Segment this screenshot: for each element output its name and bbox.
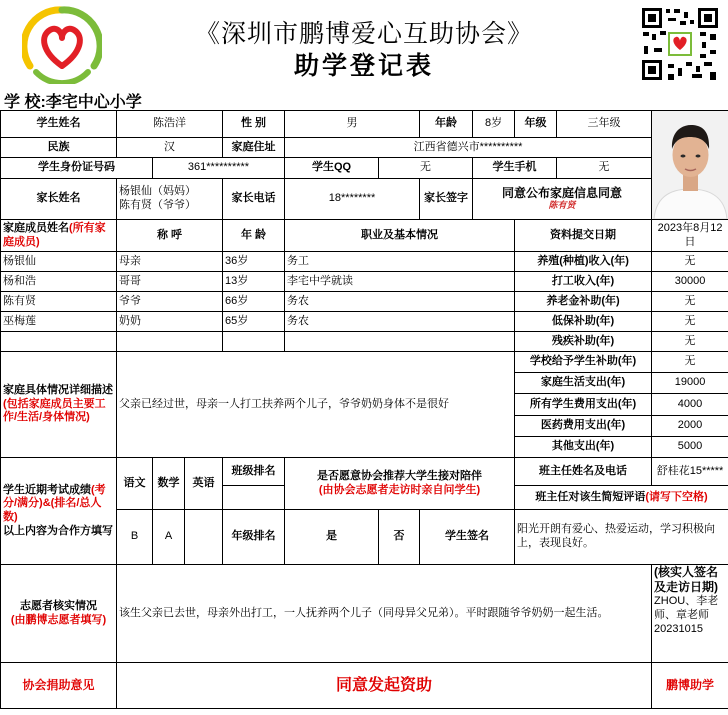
student-phone-label: 学生手机 xyxy=(473,158,557,179)
family-member-name: 陈有贤 xyxy=(1,292,117,312)
qq-value: 无 xyxy=(379,158,473,179)
parent-phone-label: 家长电话 xyxy=(223,178,285,219)
income-value: 无 xyxy=(652,332,728,352)
situation-text: 父亲已经过世，母亲一人打工扶养两个儿子，爷爷奶奶身体不是很好 xyxy=(117,352,515,458)
family-member-name: 巫梅莲 xyxy=(1,312,117,332)
family-member-age: 36岁 xyxy=(223,252,285,272)
family-member-age: 13岁 xyxy=(223,272,285,292)
grade-value: 三年级 xyxy=(557,111,652,138)
submit-date-label: 资料提交日期 xyxy=(515,220,652,252)
opinion-label: 协会捐助意见 xyxy=(1,663,117,709)
gender-value: 男 xyxy=(285,111,420,138)
math-score: A xyxy=(153,510,185,565)
family-member-name xyxy=(1,332,117,352)
expense-label: 医药费用支出(年) xyxy=(515,416,652,437)
volunteer-label: 志愿者核实情况 (由鹏博志愿者填写) xyxy=(1,565,117,663)
age-value: 8岁 xyxy=(473,111,515,138)
teacher-label: 班主任姓名及电话 xyxy=(515,458,652,486)
ethnicity-value: 汉 xyxy=(117,137,223,158)
verify-date: 20231015 xyxy=(654,622,703,635)
student-photo-image xyxy=(652,111,728,219)
income-value: 无 xyxy=(652,352,728,373)
teacher-value: 舒桂花15***** xyxy=(652,458,728,486)
family-member-relation: 母亲 xyxy=(117,252,223,272)
expense-label: 其他支出(年) xyxy=(515,437,652,458)
gender-label: 性 别 xyxy=(223,111,285,138)
expense-value: 2000 xyxy=(652,416,728,437)
income-label: 养老金补助(年) xyxy=(515,292,652,312)
family-members-label: 家庭成员姓名(所有家庭成员) xyxy=(1,220,117,252)
situation-label: 家庭具体情况详细描述(包括家庭成员主要工作/生活/身体情况) xyxy=(1,352,117,458)
income-label: 学校给予学生补助(年) xyxy=(515,352,652,373)
family-member-relation: 哥哥 xyxy=(117,272,223,292)
student-photo xyxy=(652,111,728,220)
registration-form-table xyxy=(0,110,728,709)
family-member-relation xyxy=(117,332,223,352)
class-rank-label: 班级排名 xyxy=(223,458,285,486)
no-label: 否 xyxy=(379,510,420,565)
income-value: 无 xyxy=(652,312,728,332)
consent-signature: 陈有贤 xyxy=(548,200,576,211)
school-name: 学 校:李宅中心小学 xyxy=(4,94,142,111)
income-value: 无 xyxy=(652,252,728,272)
job-column-header: 职业及基本情况 xyxy=(285,220,515,252)
family-member-relation: 奶奶 xyxy=(117,312,223,332)
parent-name-1: 杨银仙（妈妈） xyxy=(119,185,196,198)
family-member-age xyxy=(223,332,285,352)
expense-value: 4000 xyxy=(652,394,728,416)
family-member-job: 务农 xyxy=(285,292,515,312)
verifier-label: (核实人签名及走访日期) xyxy=(654,565,719,594)
family-member-job xyxy=(285,332,515,352)
grade-rank-label: 年级排名 xyxy=(223,510,285,565)
teacher-comment-label: 班主任对该生简短评语(请写下空格) xyxy=(515,486,728,510)
chinese-label: 语文 xyxy=(117,458,153,510)
income-label: 打工收入(年) xyxy=(515,272,652,292)
income-label: 残疾补助(年) xyxy=(515,332,652,352)
income-value: 30000 xyxy=(652,272,728,292)
form-header xyxy=(0,0,728,88)
expense-value: 5000 xyxy=(652,437,728,458)
expense-label: 所有学生费用支出(年) xyxy=(515,394,652,416)
volunteer-text: 该生父亲已去世，母亲外出打工，一人抚养两个儿子（同母异父兄弟）。平时跟随爷爷奶奶一起生活。 xyxy=(117,565,652,663)
parent-name-2: 陈有贤（爷爷） xyxy=(119,198,196,211)
student-sign-label: 学生签名 xyxy=(420,510,515,565)
expense-label: 家庭生活支出(年) xyxy=(515,373,652,394)
verifier-cell xyxy=(652,565,728,663)
expense-value: 19000 xyxy=(652,373,728,394)
family-member-job: 务农 xyxy=(285,312,515,332)
class-rank-value xyxy=(223,486,285,510)
consent-label: 同意公布家庭信息同意 xyxy=(502,185,623,200)
parent-names xyxy=(117,178,223,219)
parent-phone-value: 18******** xyxy=(285,178,420,219)
student-name-label: 学生姓名 xyxy=(1,111,117,138)
ethnicity-label: 民族 xyxy=(1,137,117,158)
chinese-score: B xyxy=(117,510,153,565)
income-value: 无 xyxy=(652,292,728,312)
verifier-names: ZHOU、李老师、章老师 xyxy=(654,595,719,621)
teacher-comment-text: 阳光开朗有爱心、热爱运动，学习积极向上，表现良好。 xyxy=(515,510,728,565)
consent-cell xyxy=(473,178,652,219)
income-label: 养殖(种植)收入(年) xyxy=(515,252,652,272)
relation-column-header: 称 呼 xyxy=(117,220,223,252)
parent-sign-label: 家长签字 xyxy=(420,178,473,219)
family-member-relation: 爷爷 xyxy=(117,292,223,312)
parent-name-label: 家长姓名 xyxy=(1,178,117,219)
english-label: 英语 xyxy=(185,458,223,510)
family-member-name: 杨银仙 xyxy=(1,252,117,272)
english-score xyxy=(185,510,223,565)
decision-value: 同意发起资助 xyxy=(117,663,652,709)
family-member-job: 李宅中学就读 xyxy=(285,272,515,292)
qq-label: 学生QQ xyxy=(285,158,379,179)
family-member-age: 66岁 xyxy=(223,292,285,312)
org-name: 鹏博助学 xyxy=(652,663,728,709)
student-name-value: 陈浩洋 xyxy=(117,111,223,138)
family-member-job: 务工 xyxy=(285,252,515,272)
recommend-question: 是否愿意协会推荐大学生接对陪伴 (由协会志愿者走访时亲自问学生) xyxy=(285,458,515,510)
family-member-name: 杨和浩 xyxy=(1,272,117,292)
age-column-header: 年 龄 xyxy=(223,220,285,252)
family-member-age: 65岁 xyxy=(223,312,285,332)
age-label: 年龄 xyxy=(420,111,473,138)
qr-code-icon xyxy=(640,6,720,82)
address-value: 江西省德兴市********** xyxy=(285,137,652,158)
yes-label: 是 xyxy=(285,510,379,565)
student-id-value: 361********** xyxy=(153,158,285,179)
grade-label: 年级 xyxy=(515,111,557,138)
form-subtitle: 助学登记表 xyxy=(293,51,434,80)
student-id-label: 学生身份证号码 xyxy=(1,158,153,179)
student-phone-value: 无 xyxy=(557,158,652,179)
income-label: 低保补助(年) xyxy=(515,312,652,332)
exam-label: 学生近期考试成绩(考分/满分)&(排名/总人数) 以上内容为合作方填写 xyxy=(1,458,117,565)
submit-date-value: 2023年8月12日 xyxy=(652,220,728,252)
math-label: 数学 xyxy=(153,458,185,510)
form-title: 《深圳市鹏博爱心互助协会》 xyxy=(194,19,533,48)
address-label: 家庭住址 xyxy=(223,137,285,158)
